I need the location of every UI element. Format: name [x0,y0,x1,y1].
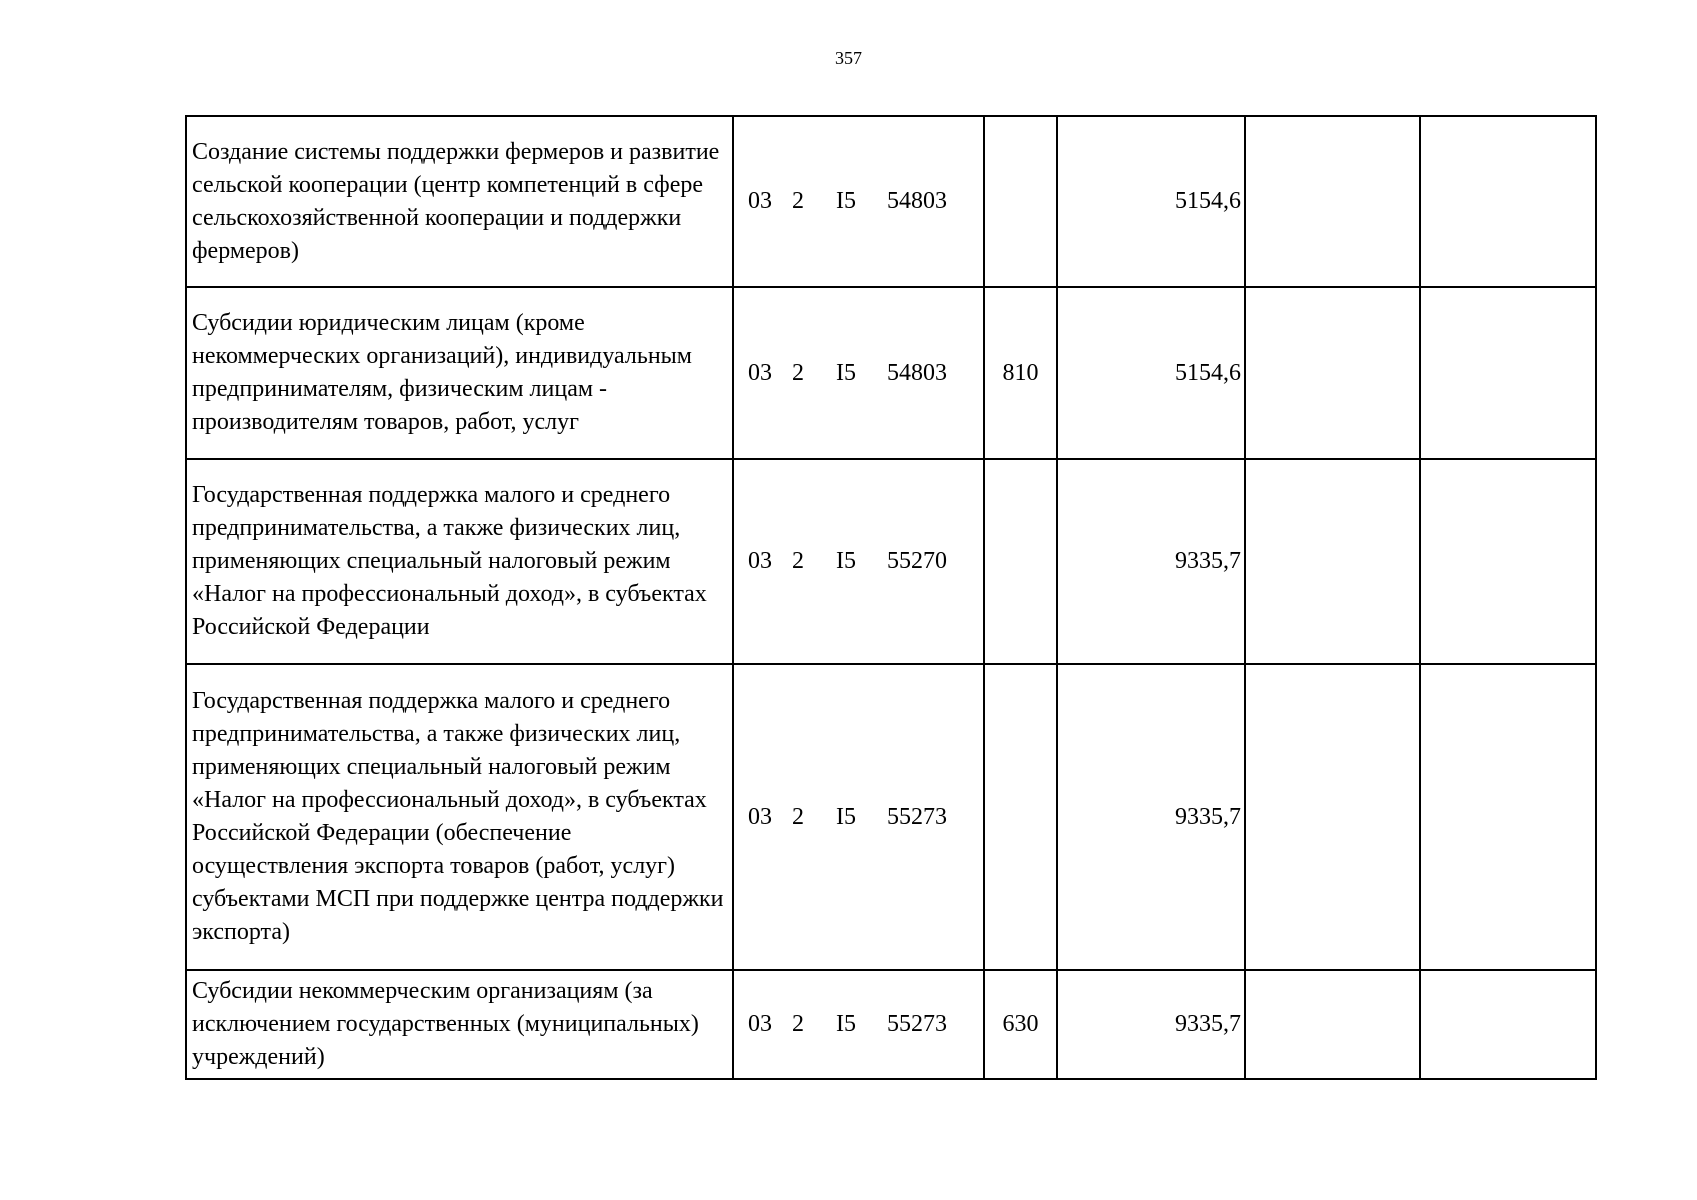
expense-type: 630 [984,970,1057,1079]
empty-cell [1245,287,1420,459]
table-row [186,287,1596,459]
code-project: I5 [836,803,856,830]
target-article-code [733,970,984,1079]
empty-cell [1245,664,1420,970]
code-subprogram: 2 [792,548,804,574]
page-number: 357 [835,48,862,68]
target-article-code [733,116,984,287]
table-row [186,116,1596,287]
target-article-code [733,459,984,664]
empty-cell [1245,459,1420,664]
expense-type [984,116,1057,287]
code-project: I5 [836,1011,856,1037]
code-program: 03 [748,548,772,574]
row-name: Государственная поддержка малого и среднего предпринимательства, а также физических лиц, применяющих специальный налоговый режим «Налог на профессиональный доход», в субъектах Российской Федерации (обеспечение осуществления экспорта товаров (работ, услуг) субъектами МСП при поддержке центра поддержки экспорта) [186,664,733,970]
empty-cell [1245,116,1420,287]
code-direction: 55273 [887,803,947,830]
row-name: Создание системы поддержки фермеров и развитие сельской кооперации (центр компетенций в сфере сельскохозяйственной кооперации и поддержки фермеров) [186,116,733,287]
empty-cell [1245,970,1420,1079]
code-program: 03 [748,188,772,214]
code-program: 03 [748,1011,772,1037]
code-subprogram: 2 [792,188,804,214]
expense-type [984,664,1057,970]
code-direction: 54803 [887,188,947,214]
row-name: Субсидии некоммерческим организациям (за исключением государственных (муниципальных) учреждений) [186,970,733,1079]
target-article-code [733,287,984,459]
row-name: Субсидии юридическим лицам (кроме некоммерческих организаций), индивидуальным предпринимателям, физическим лицам - производителям товаров, работ, услуг [186,287,733,459]
code-program: 03 [748,359,772,386]
code-project: I5 [836,359,856,386]
empty-cell [1420,664,1596,970]
amount: 5154,6 [1057,116,1245,287]
table-row [186,664,1596,970]
code-subprogram: 2 [792,1011,804,1037]
target-article-code [733,664,984,970]
code-direction: 55270 [887,548,947,574]
code-program: 03 [748,803,772,830]
empty-cell [1420,970,1596,1079]
budget-table [185,115,1597,1080]
empty-cell [1420,287,1596,459]
table-row [186,459,1596,664]
amount: 9335,7 [1057,970,1245,1079]
code-direction: 55273 [887,1011,947,1037]
table-row [186,970,1596,1079]
empty-cell [1420,116,1596,287]
row-name: Государственная поддержка малого и среднего предпринимательства, а также физических лиц, применяющих специальный налоговый режим «Налог на профессиональный доход», в субъектах Российской Федерации [186,459,733,664]
empty-cell [1420,459,1596,664]
amount: 5154,6 [1057,287,1245,459]
code-project: I5 [836,548,856,574]
code-subprogram: 2 [792,803,804,830]
amount: 9335,7 [1057,664,1245,970]
code-direction: 54803 [887,359,947,386]
code-subprogram: 2 [792,359,804,386]
amount: 9335,7 [1057,459,1245,664]
expense-type [984,459,1057,664]
expense-type: 810 [984,287,1057,459]
code-project: I5 [836,188,856,214]
